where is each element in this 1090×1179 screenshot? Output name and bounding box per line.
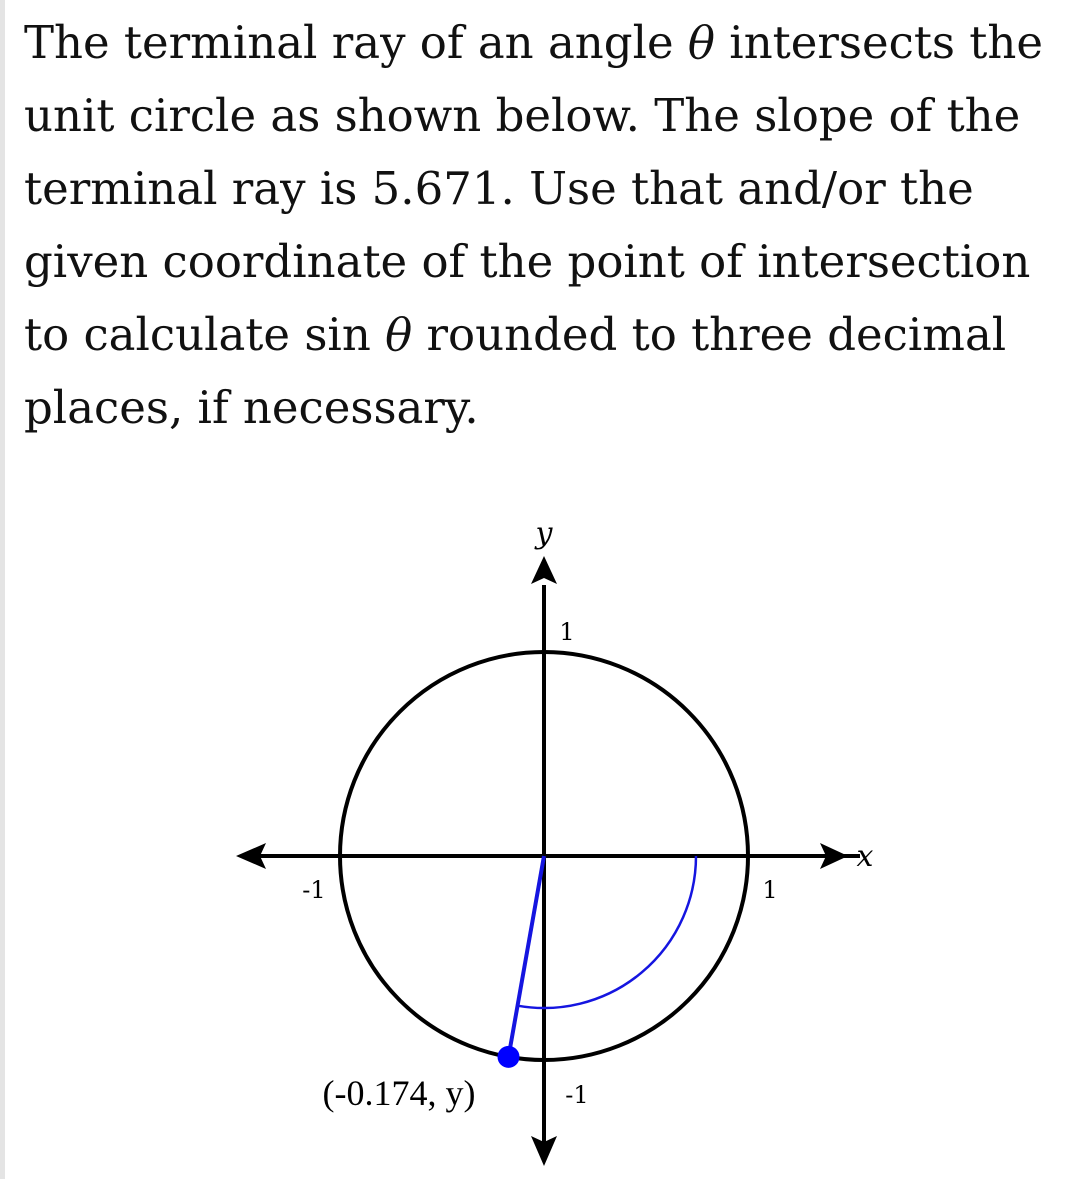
x-axis-label: x (856, 839, 874, 874)
theta-symbol: θ (687, 16, 715, 69)
question-part-2: intersects the unit circle as shown below. The slope of the terminal ray is 5.671. Use that and/or the given coordinate of the point of intersection to calculate sin (24, 16, 1044, 361)
question-part-3: rounded to three decimal places, if necessary. (24, 308, 1007, 434)
tick-label-x-negative: -1 (302, 876, 326, 904)
tick-label-y-negative: -1 (565, 1081, 589, 1109)
tick-label-y-positive: 1 (559, 618, 575, 646)
tick-label-x-positive: 1 (762, 876, 778, 904)
terminal-ray (509, 856, 544, 1057)
question-part-1: The terminal ray of an angle (24, 16, 688, 69)
point-label: (-0.174, y) (322, 1073, 476, 1113)
y-axis-label: y (535, 516, 553, 551)
theta-symbol: θ (385, 308, 413, 361)
y-axis-arrow-up (531, 556, 557, 584)
intersection-point (498, 1046, 520, 1068)
